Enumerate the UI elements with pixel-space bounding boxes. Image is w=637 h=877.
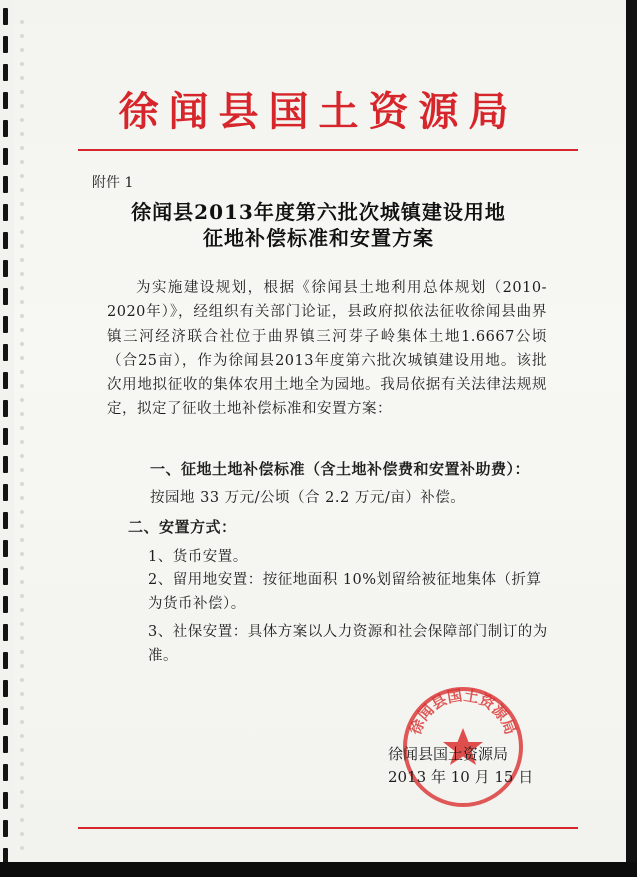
perforation-dot xyxy=(20,804,24,808)
perforation-dot xyxy=(20,384,24,388)
punch-hole-mark xyxy=(3,36,8,53)
perforation-dot xyxy=(20,20,24,24)
perforation-dot xyxy=(20,118,24,122)
perforation-dot xyxy=(20,510,24,514)
perforation-dot xyxy=(20,286,24,290)
section1-heading: 一、征地土地补偿标准（含土地补偿费和安置补助费）： xyxy=(150,460,531,478)
perforation-dot xyxy=(20,762,24,766)
section2-heading: 二、安置方式： xyxy=(128,518,237,536)
punch-hole-mark xyxy=(3,624,8,641)
perforation-dot xyxy=(20,230,24,234)
punch-hole-mark xyxy=(3,568,8,585)
perforation-dot xyxy=(20,832,24,836)
perforation-dot xyxy=(20,468,24,472)
perforation-dot xyxy=(20,482,24,486)
punch-hole-mark xyxy=(3,428,8,445)
perforation-dot xyxy=(20,62,24,66)
perforation-dot xyxy=(20,426,24,430)
svg-text:徐闻县国土资源局: 徐闻县国土资源局 xyxy=(406,686,520,738)
perforation-dot xyxy=(20,216,24,220)
perforation-dot xyxy=(20,174,24,178)
perforation-dot xyxy=(20,552,24,556)
perforation-dot xyxy=(20,706,24,710)
perforation-dot xyxy=(20,734,24,738)
intro-paragraph: 为实施建设规划，根据《徐闻县土地利用总体规划（2010-2020年）》，经组织有关部门论证，县政府拟依法征收徐闻县曲界镇三河经济联合社位于曲界镇三河芽子岭集体土地1.6667公顷（合25亩），作为徐闻县2013年度第六批次城镇建设用地。该批次用地拟征收的集体农用土地全为园地。我局依据有关法律法规规定，拟定了征收土地补偿标准和安置方案： xyxy=(107,280,547,418)
punch-hole-mark xyxy=(3,344,8,361)
punch-hole-mark xyxy=(3,64,8,81)
perforation-dot xyxy=(20,636,24,640)
perforation-dot xyxy=(20,300,24,304)
perforation-dot xyxy=(20,34,24,38)
perforation-dot xyxy=(20,720,24,724)
perforation-dot xyxy=(20,188,24,192)
perforation-dot xyxy=(20,608,24,612)
punch-hole-mark xyxy=(3,148,8,165)
punch-hole-mark xyxy=(3,596,8,613)
scan-edge-bottom xyxy=(0,862,637,877)
perforation-dot xyxy=(20,160,24,164)
perforation-dot xyxy=(20,692,24,696)
perforation-dot xyxy=(20,398,24,402)
perforation-dot xyxy=(20,454,24,458)
punch-hole-mark xyxy=(3,288,8,305)
placement-item-3: 3、社保安置：具体方案以人力资源和社会保障部门制订的为准。 xyxy=(148,624,548,664)
perforation-dot xyxy=(20,314,24,318)
punch-hole-mark xyxy=(3,736,8,753)
punch-hole-mark xyxy=(3,484,8,501)
signature-date: 2013 年 10 月 15 日 xyxy=(388,768,534,786)
punch-hole-mark xyxy=(3,232,8,249)
punch-hole-mark xyxy=(3,260,8,277)
punch-hole-mark xyxy=(3,820,8,837)
signature-organization: 徐闻县国土资源局 xyxy=(388,745,509,763)
perforation-dot xyxy=(20,790,24,794)
punch-hole-mark xyxy=(3,456,8,473)
punch-hole-mark xyxy=(3,400,8,417)
perforation-dot xyxy=(20,580,24,584)
perforation-dot xyxy=(20,776,24,780)
perforation-dot xyxy=(20,412,24,416)
perforation-dot xyxy=(20,440,24,444)
perforation-dot xyxy=(20,664,24,668)
perforation-dot xyxy=(20,104,24,108)
perforation-dot xyxy=(20,818,24,822)
agency-header: 徐闻县国土资源局 xyxy=(118,88,519,135)
footer-red-rule xyxy=(78,827,578,829)
attachment-label: 附件 1 xyxy=(92,175,134,191)
perforation-dot xyxy=(20,328,24,332)
punch-hole-mark xyxy=(3,8,8,25)
punch-hole-mark xyxy=(3,652,8,669)
perforation-dot xyxy=(20,272,24,276)
header-red-rule xyxy=(78,149,578,151)
perforation-dot xyxy=(20,342,24,346)
perforation-dot xyxy=(20,132,24,136)
document-title-line1: 徐闻县2013年度第六批次城镇建设用地 xyxy=(131,200,506,224)
punch-hole-mark xyxy=(3,680,8,697)
punch-hole-mark xyxy=(3,204,8,221)
perforation-dot xyxy=(20,846,24,850)
punch-hole-mark xyxy=(3,708,8,725)
perforation-dot xyxy=(20,594,24,598)
perforation-dot xyxy=(20,566,24,570)
punch-hole-mark xyxy=(3,372,8,389)
perforation-dot xyxy=(20,90,24,94)
perforation-dot xyxy=(20,524,24,528)
perforation-dot xyxy=(20,356,24,360)
punch-hole-mark xyxy=(3,316,8,333)
perforation-dot xyxy=(20,496,24,500)
perforation-dot xyxy=(20,48,24,52)
perforation-dot xyxy=(20,538,24,542)
document-title-line2: 征地补偿标准和安置方案 xyxy=(203,226,434,250)
section1-text: 按园地 33 万元/公顷（合 2.2 万元/亩）补偿。 xyxy=(150,490,466,506)
placement-item-2: 2、留用地安置：按征地面积 10%划留给被征地集体（折算为货币补偿）。 xyxy=(148,572,542,612)
punch-hole-mark xyxy=(3,540,8,557)
perforation-dot xyxy=(20,244,24,248)
punch-hole-mark xyxy=(3,176,8,193)
perforation-dot xyxy=(20,622,24,626)
punch-hole-mark xyxy=(3,792,8,809)
perforation-dot xyxy=(20,748,24,752)
perforation-dot xyxy=(20,146,24,150)
perforation-dot xyxy=(20,258,24,262)
placement-item-1: 1、货币安置。 xyxy=(148,549,248,565)
punch-hole-mark xyxy=(3,512,8,529)
perforation-dot xyxy=(20,202,24,206)
punch-hole-mark xyxy=(3,764,8,781)
perforation-dot xyxy=(20,650,24,654)
perforation-dot xyxy=(20,76,24,80)
perforation-dot xyxy=(20,678,24,682)
perforation-dot xyxy=(20,370,24,374)
